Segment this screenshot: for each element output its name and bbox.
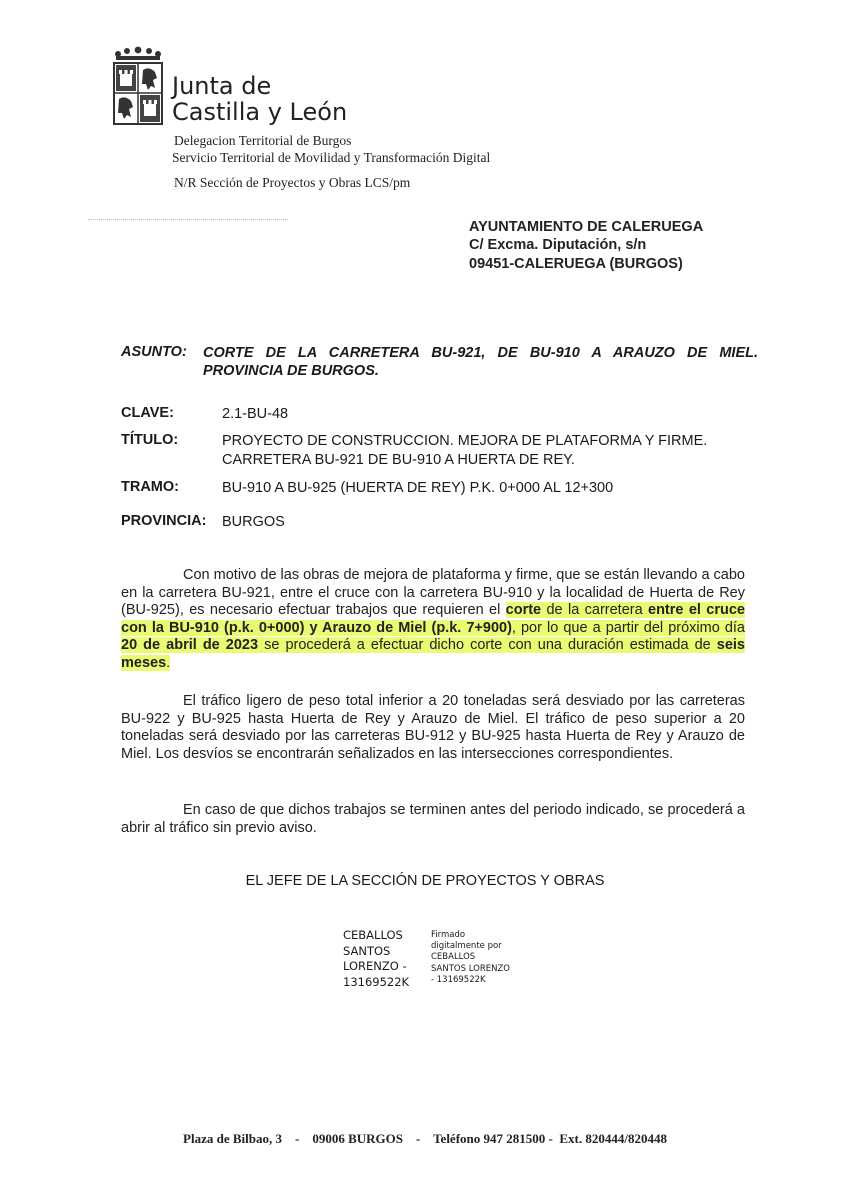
- tramo-value: BU-910 A BU-925 (HUERTA DE REY) P.K. 0+000 AL 12+300: [222, 480, 614, 496]
- reference-line: N/R Sección de Proyectos y Obras LCS/pm: [174, 175, 411, 190]
- faint-divider: [88, 219, 288, 220]
- body-paragraph-3: En caso de que dichos trabajos se terminen antes del periodo indicado, se procederá a abrir al tráfico sin previo aviso.: [121, 802, 745, 836]
- footer-address: Plaza de Bilbao, 3 - 09006 BURGOS - Teléfono 947 281500 - Ext. 820444/820448: [183, 1131, 667, 1146]
- titulo-value-line1: PROYECTO DE CONSTRUCCION. MEJORA DE PLATAFORMA Y FIRME.: [222, 433, 708, 449]
- asunto-text: CORTE DE LA CARRETERA BU-921, DE BU-910 A ARAUZO DE MIEL. PROVINCIA DE BURGOS.: [203, 345, 758, 379]
- recipient-line1: AYUNTAMIENTO DE CALERUEGA: [469, 219, 704, 235]
- clave-value: 2.1-BU-48: [222, 406, 289, 422]
- asunto-label: ASUNTO:: [121, 344, 187, 360]
- delegacion-line: Delegacion Territorial de Burgos: [174, 133, 352, 148]
- servicio-line: Servicio Territorial de Movilidad y Transformación Digital: [172, 150, 491, 165]
- provincia-label: PROVINCIA:: [121, 513, 207, 529]
- signer-name: CEBALLOS SANTOS LORENZO - 13169522K: [343, 928, 410, 989]
- body-paragraph-1: Con motivo de las obras de mejora de plataforma y firme, que se están llevando a cabo en la carretera BU-921, entre el cruce con la carretera BU-910 y la localidad de Huerta de Rey (BU-925), es necesario efectuar trabajos que requieren el corte de la carretera entre el cruce con la BU-910 (p.k. 0+000) y Arauzo de Miel (p.k. 7+900), por lo que a partir del próximo día 20 de abril de 2023 se procederá a efectuar dicho corte con una duración estimada de seis meses.: [121, 567, 745, 671]
- org-name-line1: Junta de: [172, 72, 272, 100]
- titulo-value-line2: CARRETERA BU-921 DE BU-910 A HUERTA DE REY.: [222, 452, 575, 468]
- recipient-line3: 09451-CALERUEGA (BURGOS): [469, 256, 683, 272]
- digital-signature-note: Firmado digitalmente por CEBALLOS SANTOS LORENZO - 13169522K: [431, 930, 510, 985]
- highlight-tramo: entre el cruce con la BU-910 (p.k. 0+000) y Arauzo de Miel (p.k. 7+900): [121, 602, 745, 636]
- tramo-label: TRAMO:: [121, 479, 179, 495]
- body-paragraph-2: El tráfico ligero de peso total inferior a 20 toneladas será desviado por las carreteras BU-922 y BU-925 hasta Huerta de Rey y Arauzo de Miel. El tráfico de peso superior a 20 toneladas será desviado por las carreteras BU-912 y BU-925 hasta Huerta de Rey y Arauzo de Miel. Los desvíos se encontrarán señalizados en las intersecciones correspondientes.: [121, 693, 745, 762]
- clave-label: CLAVE:: [121, 405, 174, 421]
- titulo-label: TÍTULO:: [121, 432, 179, 448]
- highlight-duracion: seis meses: [121, 637, 745, 671]
- signature-title: EL JEFE DE LA SECCIÓN DE PROYECTOS Y OBRAS: [245, 873, 605, 889]
- highlight-corte: corte: [505, 602, 542, 619]
- highlight-fecha: 20 de abril de 2023: [121, 637, 259, 654]
- recipient-line2: C/ Excma. Diputación, s/n: [469, 237, 647, 253]
- provincia-value: BURGOS: [222, 514, 285, 530]
- coat-of-arms-logo: [110, 44, 166, 128]
- org-name-line2: Castilla y León: [172, 98, 348, 126]
